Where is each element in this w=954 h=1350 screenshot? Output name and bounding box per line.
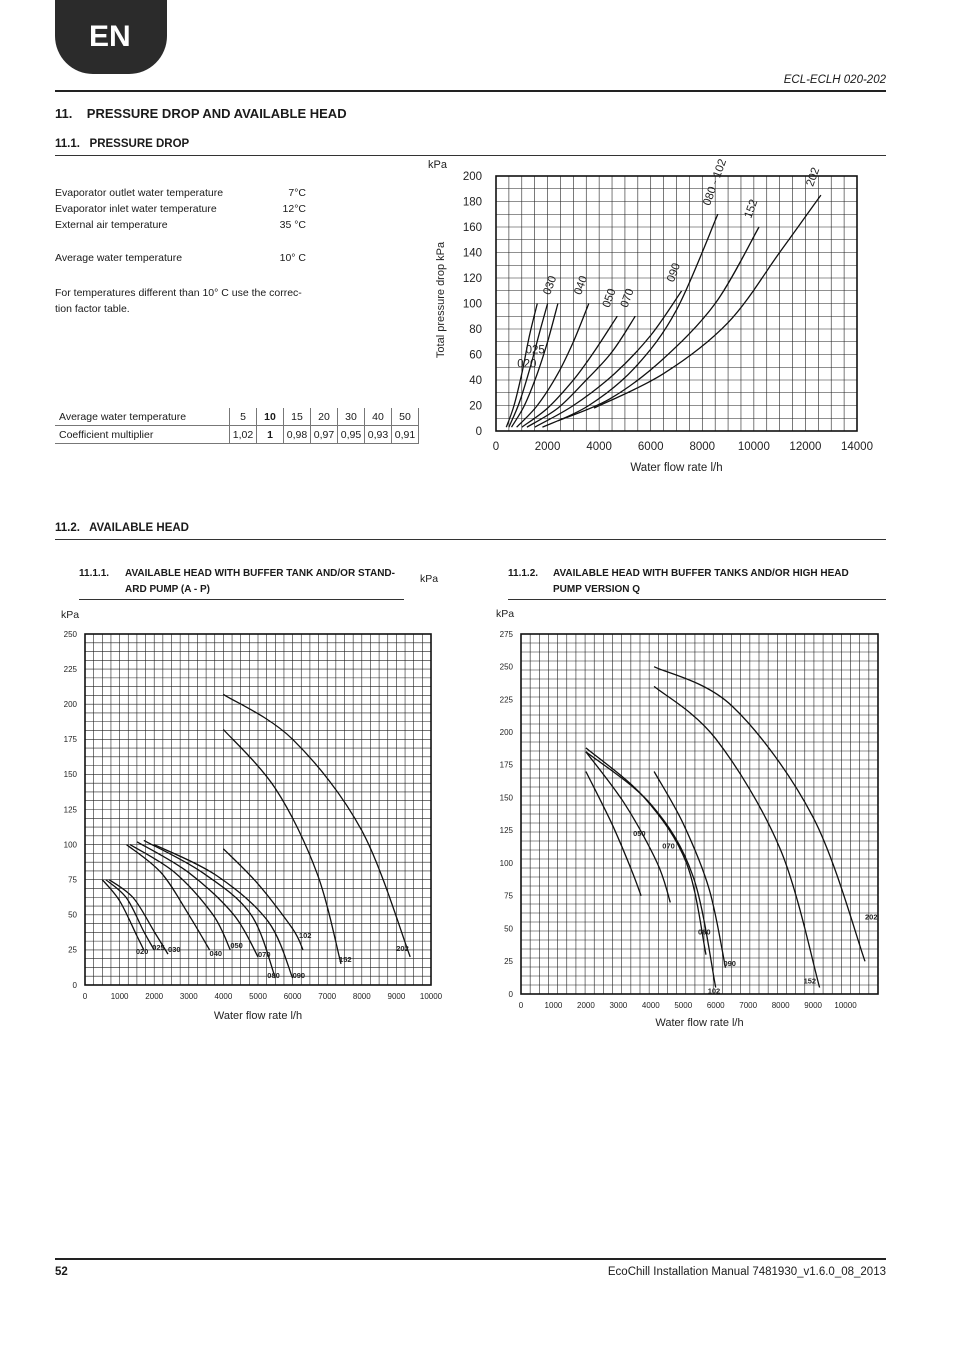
y-tick-label: 125 [63, 805, 77, 815]
table-cell: 30 [338, 408, 365, 426]
footer-text: EcoChill Installation Manual 7481930_v1.6.0_08_2013 [607, 1266, 886, 1278]
table-cell: 1,02 [230, 426, 257, 444]
table-cell: 0,97 [311, 426, 338, 444]
stray-unit-label: kPa [420, 573, 439, 585]
series-label: 202 [865, 912, 878, 922]
series-label: 070 [258, 949, 271, 959]
page-number: 52 [55, 1266, 68, 1278]
x-tick-label: 6000 [706, 1001, 725, 1010]
series-line [558, 227, 759, 421]
y-tick-label: 275 [499, 629, 513, 639]
y-tick-label: 175 [499, 760, 513, 770]
x-tick-label: 3000 [609, 1001, 628, 1010]
x-tick-label: 8000 [771, 1001, 790, 1010]
table-cell: 1 [257, 426, 284, 444]
series-label: 050 [633, 828, 646, 838]
x-tick-label: 10000 [737, 441, 770, 453]
table-cell: 0,91 [392, 426, 419, 444]
y-tick-label: 200 [63, 700, 77, 709]
y-tick-label: 150 [499, 793, 513, 803]
y-unit-label: kPa [496, 608, 515, 620]
table-cell: 40 [365, 408, 392, 426]
x-tick-label: 7000 [318, 992, 337, 1001]
x-tick-label: 1000 [110, 992, 129, 1001]
chart-b-title: AVAILABLE HEAD WITH BUFFER TANKS AND/OR HIGH HEAD PUMP VERSION Q [553, 568, 849, 595]
y-tick-label: 50 [504, 924, 513, 934]
series-line [542, 214, 717, 427]
language-tab [55, 0, 167, 74]
series-label: 152 [339, 954, 352, 964]
x-axis-label: Water flow rate l/h [630, 462, 723, 474]
y-unit-label: kPa [428, 159, 447, 171]
x-tick-label: 3000 [179, 992, 198, 1001]
x-tick-label: 6000 [637, 441, 664, 453]
x-tick-label: 2000 [145, 992, 164, 1001]
y-tick-label: 75 [68, 875, 77, 885]
table-cell: 20 [311, 408, 338, 426]
available-head-chart-a [55, 605, 455, 1030]
condition-value: 10° C [279, 252, 306, 264]
x-axis-label: Water flow rate l/h [655, 1017, 744, 1029]
document-reference: ECL-ECLH 020-202 [783, 74, 886, 86]
y-tick-label: 250 [63, 629, 77, 639]
x-tick-label: 2000 [534, 441, 561, 453]
series-label: 030 [541, 274, 560, 297]
series-label: 030 [168, 945, 181, 955]
y-unit-label: kPa [61, 609, 80, 621]
condition-value: 12°C [282, 203, 306, 215]
series-line [535, 291, 682, 427]
chart-a-heading-rule [79, 599, 404, 600]
series-line [654, 772, 725, 968]
x-axis-label: Water flow rate l/h [213, 1010, 303, 1022]
chart-b-number: 11.1.2. [508, 568, 539, 579]
y-tick-label: 80 [469, 324, 482, 337]
x-tick-label: 10000 [834, 1001, 857, 1010]
series-label: 025 [152, 942, 165, 952]
x-tick-label: 12000 [789, 441, 822, 453]
condition-label: Evaporator outlet water temperature [55, 187, 224, 199]
series-label: 102 [707, 986, 721, 996]
y-tick-label: 60 [469, 349, 482, 362]
x-tick-label: 7000 [739, 1001, 758, 1010]
series-label: 090 [665, 261, 684, 284]
series-line [223, 730, 341, 964]
x-tick-label: 9000 [804, 1001, 822, 1010]
x-tick-label: 10000 [419, 992, 443, 1001]
y-tick-label: 160 [462, 222, 482, 235]
x-tick-label: 0 [82, 992, 88, 1001]
x-tick-label: 5000 [249, 992, 267, 1001]
section-title: 11. PRESSURE DROP AND AVAILABLE HEAD [55, 106, 347, 121]
y-tick-label: 175 [63, 735, 77, 745]
x-tick-label: 14000 [841, 441, 873, 453]
y-tick-label: 20 [469, 400, 482, 413]
table-cell: 15 [284, 408, 311, 426]
y-tick-label: 40 [469, 375, 482, 388]
subsection-available-head-title: 11.2. AVAILABLE HEAD [55, 522, 189, 534]
y-tick-label: 0 [508, 989, 513, 999]
series-label: 070 [662, 841, 675, 851]
table-cell: 50 [392, 408, 419, 426]
condition-row [55, 187, 306, 199]
y-tick-label: 50 [68, 910, 77, 920]
condition-value: 7°C [288, 187, 306, 199]
condition-label: Evaporator inlet water temperature [55, 203, 217, 215]
x-tick-label: 6000 [283, 992, 302, 1001]
y-tick-label: 120 [462, 273, 482, 286]
y-tick-label: 25 [504, 957, 513, 967]
series-line [586, 748, 706, 955]
y-tick-label: 180 [462, 196, 482, 209]
series-label: 152 [742, 197, 761, 221]
table-row-label: Coefficient multiplier [55, 426, 230, 444]
table-row-label: Average water temperature [55, 408, 230, 426]
correction-factor-table [55, 408, 419, 444]
table-row [55, 408, 419, 426]
y-tick-label: 100 [63, 840, 77, 850]
series-label: 202 [804, 166, 823, 189]
x-tick-label: 0 [518, 1001, 524, 1010]
table-cell: 0,98 [284, 426, 311, 444]
series-label: 202 [396, 943, 409, 953]
footer-rule [55, 1258, 886, 1260]
series-label: 102 [298, 930, 312, 940]
y-tick-label: 250 [499, 662, 513, 672]
x-tick-label: 1000 [544, 1001, 563, 1010]
condition-row [55, 219, 306, 231]
y-tick-label: 100 [499, 858, 513, 868]
y-tick-label: 100 [462, 298, 482, 311]
condition-label: External air temperature [55, 219, 168, 231]
series-label: 090 [723, 958, 736, 968]
correction-note: For temperatures different than 10° C use the correc-tion factor table. [55, 287, 302, 315]
header-rule [55, 90, 886, 92]
y-axis-label: Total pressure drop kPa [435, 241, 447, 359]
series-line [223, 694, 410, 957]
condition-row [55, 203, 306, 215]
series-label: 020 [135, 946, 149, 956]
chart-a-number: 11.1.1. [79, 568, 110, 579]
x-tick-label: 9000 [387, 992, 406, 1001]
series-label: 080 [697, 927, 711, 937]
table-cell: 0,93 [365, 426, 392, 444]
language-code: EN [89, 20, 131, 53]
y-tick-label: 0 [72, 980, 77, 990]
chart-b-heading-rule [508, 599, 886, 600]
y-tick-label: 200 [499, 727, 513, 737]
series-label: 040 [572, 274, 591, 297]
series-label: 080 - 102 [701, 157, 730, 208]
y-tick-label: 200 [462, 171, 482, 184]
series-line [586, 752, 670, 903]
series-label: 070 [618, 287, 637, 310]
y-tick-label: 140 [462, 247, 482, 260]
table-cell: 0,95 [338, 426, 365, 444]
y-tick-label: 125 [499, 826, 513, 836]
x-tick-label: 4000 [586, 441, 612, 453]
subsection-rule [55, 539, 886, 540]
series-label: 050 [230, 940, 243, 950]
condition-label: Average water temperature [55, 252, 183, 264]
series-line [654, 686, 820, 987]
series-label: 020 [517, 358, 537, 371]
table-row [55, 426, 419, 444]
table-cell: 5 [230, 408, 257, 426]
x-tick-label: 8000 [352, 992, 371, 1001]
y-tick-label: 225 [499, 695, 513, 705]
table-cell: 10 [257, 408, 284, 426]
x-tick-label: 0 [492, 441, 500, 453]
y-tick-label: 225 [63, 664, 77, 674]
y-tick-label: 25 [68, 945, 77, 955]
series-label: 025 [525, 344, 545, 357]
y-tick-label: 75 [504, 891, 513, 901]
chart-a-title: AVAILABLE HEAD WITH BUFFER TANK AND/OR STAND-ARD PUMP (A - P) [125, 568, 395, 595]
x-tick-label: 8000 [689, 441, 716, 453]
series-label: 090 [292, 970, 306, 980]
condition-row [55, 252, 306, 264]
y-tick-label: 150 [63, 770, 77, 780]
series-label: 080 [267, 970, 280, 980]
x-tick-label: 5000 [674, 1001, 693, 1010]
series-line [522, 316, 617, 427]
condition-value: 35 °C [279, 219, 306, 231]
available-head-chart-b [490, 605, 890, 1035]
series-label: 040 [209, 948, 223, 958]
subsection-pressure-drop-title: 11.1. PRESSURE DROP [55, 138, 190, 150]
pressure-drop-chart [420, 155, 890, 485]
series-line [223, 849, 303, 950]
x-tick-label: 4000 [214, 992, 233, 1001]
series-label: 152 [803, 976, 817, 986]
x-tick-label: 2000 [577, 1001, 595, 1010]
x-tick-label: 4000 [641, 1001, 660, 1010]
y-tick-label: 0 [475, 426, 482, 439]
series-label: 050 [600, 287, 619, 310]
